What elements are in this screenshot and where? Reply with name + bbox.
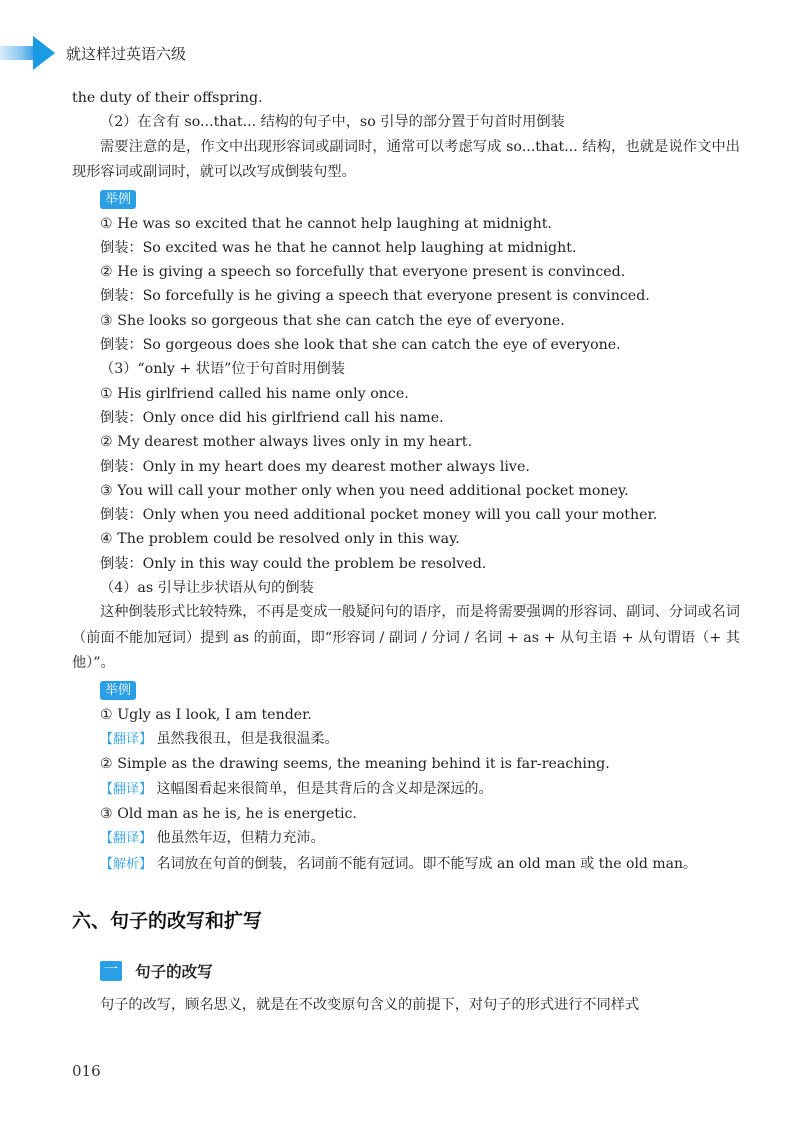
- example-tag: 举例: [100, 681, 136, 700]
- rule-2-title: （2）在含有 so...that... 结构的句子中，so 引导的部分置于句首时用倒装: [100, 114, 565, 131]
- analysis-tag: 【解析】: [100, 856, 153, 872]
- rule-4-title: （4）as 引导让步状语从句的倒装: [100, 580, 314, 597]
- example-line: ③ She looks so gorgeous that she can catch the eye of everyone.: [100, 312, 565, 329]
- translation-text: 这幅图看起来很简单，但是其背后的含义却是深远的。: [156, 780, 493, 797]
- inversion-line: 倒装：Only in my heart does my dearest mother always live.: [100, 458, 530, 475]
- header-arrow-icon: [33, 36, 55, 70]
- rule-2-description: 需要注意的是，作文中出现形容词或副词时，通常可以考虑写成 so...that... 结构，也就是说作文中出现形容词或副词时，就可以改写成倒装句型。: [72, 138, 740, 181]
- translation-text: 虽然我很丑，但是我很温柔。: [156, 731, 339, 748]
- example-line: ① His girlfriend called his name only once.: [100, 385, 409, 402]
- rule-4-description: 这种倒装形式比较特殊，不再是变成一般疑问句的语序，而是将需要强调的形容词、副词、分词或名词（前面不能加冠词）提到 as 的前面，即“形容词 / 副词 / 分词 / 名词 + as + 从句主语 + 从句谓语（+ 其他）”。: [72, 604, 740, 672]
- example-tag: 举例: [100, 190, 136, 209]
- translation-tag: 【翻译】: [100, 831, 153, 847]
- inversion-line: 倒装：Only in this way could the problem be resolved.: [100, 555, 487, 572]
- translation-tag: 【翻译】: [100, 781, 153, 797]
- example-line: ③ Old man as he is, he is energetic.: [100, 806, 357, 823]
- main-content: [72, 86, 740, 877]
- translation-line: [72, 727, 740, 752]
- analysis-text: 名词放在句首的倒装，名词前不能有冠词。即不能写成 an old man 或 the old man。: [156, 855, 697, 872]
- inversion-line: 倒装：Only once did his girlfriend call his name.: [100, 409, 444, 426]
- section-paragraph: 句子的改写，顾名思义，就是在不改变原句含义的前提下，对句子的形式进行不同样式: [100, 997, 640, 1013]
- example-line: ① Ugly as I look, I am tender.: [100, 706, 312, 723]
- subsection-heading: [100, 960, 213, 982]
- analysis-line: [72, 852, 740, 877]
- subsection-title: 句子的改写: [135, 963, 213, 981]
- page-number: 016: [72, 1062, 101, 1080]
- example-line: ② Simple as the drawing seems, the meaning behind it is far-reaching.: [100, 756, 610, 773]
- translation-line: [72, 826, 740, 851]
- translation-tag: 【翻译】: [100, 732, 153, 748]
- header-gradient-bar: [0, 46, 34, 60]
- example-line: ① He was so excited that he cannot help laughing at midnight.: [100, 215, 552, 232]
- inversion-line: 倒装：Only when you need additional pocket money will you call your mother.: [100, 507, 658, 524]
- section-title: 六、句子的改写和扩写: [72, 910, 263, 932]
- inversion-line: 倒装：So gorgeous does she look that she can catch the eye of everyone.: [100, 337, 621, 354]
- continued-line: the duty of their offspring.: [72, 90, 263, 106]
- subsection-number-badge: 一: [100, 961, 122, 981]
- inversion-line: 倒装：So excited was he that he cannot help laughing at midnight.: [100, 239, 577, 256]
- translation-line: [72, 777, 740, 802]
- example-line: ④ The problem could be resolved only in this way.: [100, 531, 460, 548]
- translation-text: 他虽然年迈，但精力充沛。: [156, 830, 325, 847]
- page-header: [0, 36, 800, 72]
- example-line: ② He is giving a speech so forcefully that everyone present is convinced.: [100, 264, 626, 281]
- rule-3-title: （3）“only + 状语”位于句首时用倒装: [100, 361, 345, 378]
- example-line: ② My dearest mother always lives only in my heart.: [100, 434, 472, 451]
- inversion-line: 倒装：So forcefully is he giving a speech that everyone present is convinced.: [100, 288, 650, 305]
- example-line: ③ You will call your mother only when you need additional pocket money.: [100, 482, 629, 499]
- book-title: 就这样过英语六级: [66, 45, 187, 63]
